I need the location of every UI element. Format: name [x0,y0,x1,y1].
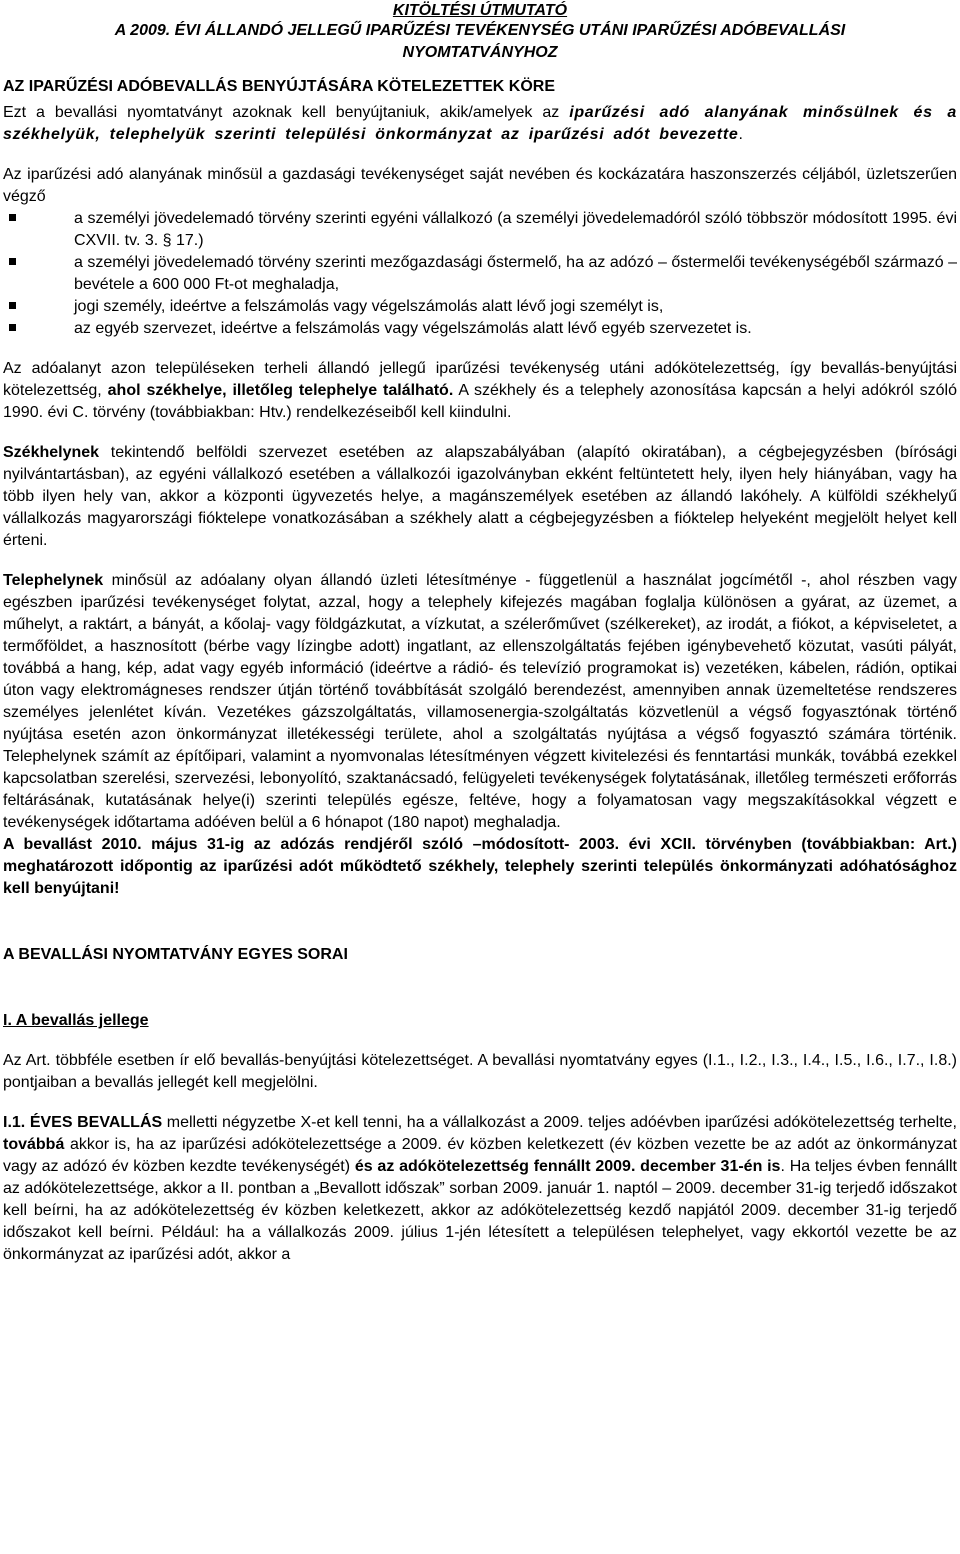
seat-term: Székhelynek [3,444,100,461]
subject-paragraph: Az iparűzési adó alanyának minősül a gazdasági tevékenységet saját nevében és kockázatára haszonszerzés céljából, üzletszerűen végző [3,166,957,205]
annual-return-text: melletti négyzetbe X-et kell tenni, ha a vállalkozást a 2009. teljes adóévben iparűzési adókötelezettség terhelte, [162,1114,957,1131]
intro-end: . [738,126,743,143]
spacer [3,966,957,1010]
document-subtitle-line1: A 2009. ÉVI ÁLLANDÓ JELLEGŰ IPARŰZÉSI TEVÉKENYSÉG UTÁNI IPARŰZÉSI ADÓBEVALLÁSI [114,22,846,39]
seat-text: tekintendő belföldi szervezet esetében az alapszabályában (alapító okiratában), a cégbejegyzésben (bírósági nyilvántartásban), az egyéni vállalkozó esetében a vállalkozói igazolványban ekként feltüntetett hely, ilyen hely hiányában, vagy ha több ilyen hely van, akkor a központi ügyvezetés helye, a magánszemélyek esetében az állandó lakóhely. A külföldi székhelyű vállalkozás magyarországi fióktelepe vonatkozásában a székhely alatt a cégbejegyzésben a fióktelep helyeként megjelölt helyet kell érteni. [3,444,957,549]
spacer [3,552,957,570]
document-page [3,0,957,1266]
spacer [3,900,957,944]
spacer [3,1032,957,1050]
list-item [3,208,957,252]
bullet-square-icon [9,214,16,221]
annual-return-emphasis: továbbá [3,1136,65,1153]
annual-return-text-2: akkor is, ha az iparűzési adókötelezettsége a 2009. év közben keletkezett (év közben vezette be az adót az önkormányzat vagy az adózó év közben kezdte tevékenységét) [3,1136,957,1175]
annual-return-term: I.1. ÉVES BEVALLÁS [3,1114,163,1131]
site-term: Telephelynek [3,572,104,589]
bullet-square-icon [9,258,16,265]
intro-paragraph [3,102,957,146]
list-item-text: az egyéb szervezet, ideértve a felszámolás vagy végelszámolás alatt lévő egyéb szervezetet is. [74,320,752,337]
liability-paragraph [3,358,957,424]
intro-emphasis: iparűzési adó alanyának minősülnek és a székhelyük, telephelyük szerinti települési önkormányzat az iparűzési adót bevezette [3,104,957,143]
deadline-paragraph: A bevallást 2010. május 31-ig az adózás rendjéről szóló –módosított- 2003. évi XCII. törvényben (továbbiakban: Art.) meghatározott időpontig az iparűzési adót működtető székhely, telephely szerinti település önkormányzati adóhatósághoz kell benyújtani! [3,836,957,897]
spacer [3,424,957,442]
bullet-square-icon [9,324,16,331]
liability-text: Az adóalanyt azon településeken terheli állandó jellegű iparűzési tevékenység utáni adókötelezettség, így bevallás-benyújtási kötelezettség, [3,360,957,399]
document-subtitle-line2: NYOMTATVÁNYHOZ [402,44,558,61]
subsection-heading-return-type: I. A bevallás jellege [3,1012,149,1029]
site-text: minősül az adóalany olyan állandó üzleti létesítménye - függetlenül a használat jogcímétől -, ahol részben vagy egészben iparűzési tevékenységet folytat, azzal, hogy a telephely kifejezés magában foglalja különösen a gyárat, az üzemet, a műhelyt, a raktárt, a bányát, a kőolaj- vagy földgázkutat, a vízkutat, a szélerőművet (szélkereket), az irodát, a fiókot, a képviseletet, a termőföldet, a hasznosított (bérbe vagy lízingbe adott) ingatlant, az ellenszolgáltatás fejében igénybevehető közutat, vasúti pályát, továbbá a hang, kép, adat vagy egyéb információ (ideértve a rádió- és televízió programokat is) vezetéken, kábelen, rádión, optikai úton vagy elektromágneses rendszer útján történő továbbítását szolgáló berendezést, amennyiben annak üzemeltetése rendszeres személyes jelenlétet kíván. Vezetékes gázszolgáltatás, villamosenergia-szolgáltatás közvetlenül a végső fogyasztónak történő nyújtása esetén azon önkormányzat illetékességi területe, ahol a szolgáltatás nyújtása a végső fogyasztó számára történik. Telephelynek számít az építőipari, valamint a nyomvonalas létesítményen végzett kivitelezési és fenntartási munkák, továbbá ezekkel kapcsolatban szerelési, szervezési, lebonyolító, szaktanácsadó, felügyeleti tevékenységek folytatásának, illetőleg természeti erőforrás feltárásának, kutatásának helye(i) szerinti település egésze, feltéve, hogy a folyamatosan vagy megszakításokkal végzett e tevékenységek időtartama adóéven belül a 6 hónapot (180 napot) meghaladja. [3,572,957,831]
bullet-square-icon [9,302,16,309]
list-item [3,296,957,318]
return-type-paragraph: Az Art. többféle esetben ír elő bevallás-benyújtási kötelezettséget. A bevallási nyomtatvány egyes (I.1., I.2., I.3., I.4., I.5., I.6., I.7., I.8.) pontjaiban a bevallás jellegét kell megjelölni. [3,1052,957,1091]
seat-paragraph [3,442,957,552]
subject-list [3,208,957,340]
spacer [3,340,957,358]
intro-text: Ezt a bevallási nyomtatványt azoknak kell benyújtaniuk, akik/amelyek az [3,104,570,121]
liability-text-2: A székhely és a telephely azonosítása kapcsán a helyi adókról szóló 1990. évi C. törvény (továbbiakban: Htv.) rendelkezéseiből kell kiindulni. [3,382,957,421]
list-item-text: a személyi jövedelemadó törvény szerinti mezőgazdasági őstermelő, ha az adózó – őstermelői tevékenységéből származó – bevétele a 600 000 Ft-ot meghaladja, [74,254,957,293]
spacer [3,64,957,76]
document-title: KITÖLTÉSI ÚTMUTATÓ [392,2,568,19]
liability-emphasis: ahol székhelye, illetőleg telephelye található. [107,382,454,399]
site-paragraph [3,570,957,834]
list-item-text: a személyi jövedelemadó törvény szerinti egyéni vállalkozó (a személyi jövedelemadóról szóló többször módosított 1995. évi CXVII. tv. 3. § 17.) [74,210,957,249]
annual-return-paragraph [3,1112,957,1266]
list-item-text: jogi személy, ideértve a felszámolás vagy végelszámolás alatt lévő jogi személyt is, [74,298,664,315]
section-heading-obligated: AZ IPARŰZÉSI ADÓBEVALLÁS BENYÚJTÁSÁRA KÖTELEZETTEK KÖRE [3,78,556,95]
list-item [3,252,957,296]
annual-return-emphasis-2: és az adókötelezettség fennállt 2009. december 31-én is [354,1158,781,1175]
annual-return-text-3: . Ha teljes évben fennállt az adókötelezettsége, akkor a II. pontban a „Bevallott időszak” sorban 2009. január 1. naptól – 2009. december 31-ig terjedő időszakot kell beírni, ha az adókötelezettség év közben keletkezett, akkor az adókötelezettség kezdő napjától 2009. december 31-ig terjedő időszakot kell beírni. Például: ha a vállalkozás 2009. július 1-jén létesített a településen telephelyet, vagy ekkortól vezette be az önkormányzat az iparűzési adót, akkor a [3,1158,958,1263]
list-item [3,318,957,340]
spacer [3,1094,957,1112]
spacer [3,146,957,164]
section-heading-form-rows: A BEVALLÁSI NYOMTATVÁNY EGYES SORAI [3,946,348,963]
